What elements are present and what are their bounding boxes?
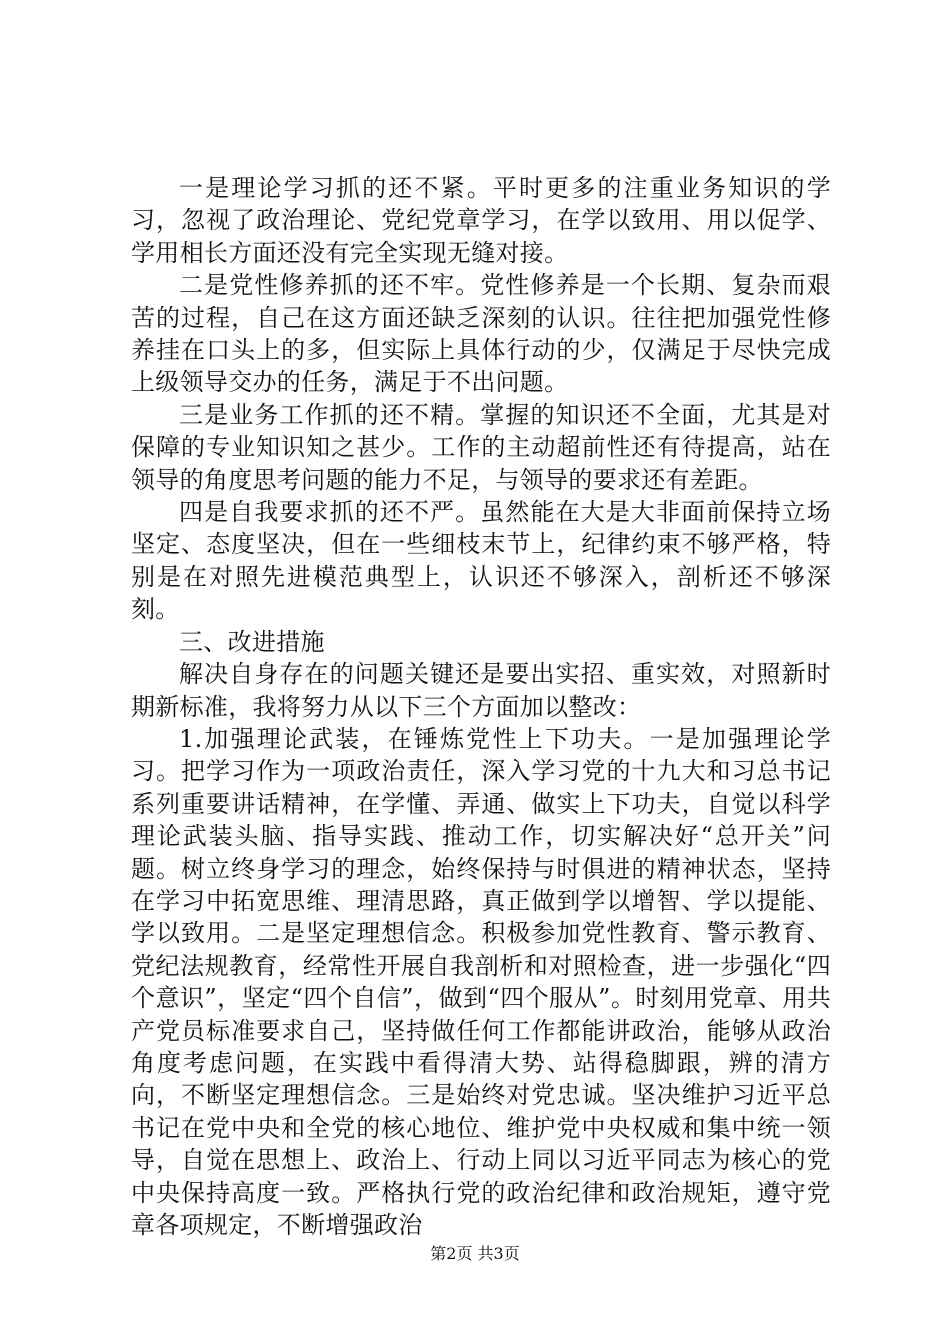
- paragraph-business-work: 三是业务工作抓的还不精。掌握的知识还不全面，尤其是对保障的专业知识知之甚少。工作的主动超前性还有待提高，站在领导的角度思考问题的能力不足，与领导的要求还有差距。: [131, 400, 831, 494]
- document-body: [131, 172, 831, 1241]
- paragraph-party-spirit: 二是党性修养抓的还不牢。党性修养是一个长期、复杂而艰苦的过程，自己在这方面还缺乏深刻的认识。往往把加强党性修养挂在口头上的多，但实际上具体行动的少，仅满足于尽快完成上级领导交办的任务，满足于不出问题。: [131, 271, 831, 397]
- paragraph-intro-measures: 解决自身存在的问题关键还是要出实招、重实效，对照新时期新标准，我将努力从以下三个方面加以整改：: [131, 660, 831, 721]
- page-number-footer: 第2页 共3页: [430, 1244, 520, 1263]
- section-heading: 三、改进措施: [179, 627, 325, 656]
- paragraph-self-requirement: 四是自我要求抓的还不严。虽然能在大是大非面前保持立场坚定、态度坚决，但在一些细枝末节上，纪律约束不够严格，特别是在对照先进模范典型上，认识还不够深入，剖析还不够深刻。: [131, 498, 831, 624]
- paragraph-theory-study: 一是理论学习抓的还不紧。平时更多的注重业务知识的学习，忽视了政治理论、党纪党章学习，在学以致用、用以促学、学用相长方面还没有完全实现无缝对接。: [131, 174, 831, 267]
- paragraph-measure-1: 1.加强理论武装，在锤炼党性上下功夫。一是加强理论学习。把学习作为一项政治责任，深入学习党的十九大和习总书记系列重要讲话精神，在学懂、弄通、做实上下功夫，自觉以科学理论武装头脑、指导实践、推动工作，切实解决好“总开关”问题。树立终身学习的理念，始终保持与时俱进的精神状态，坚持在学习中拓宽思维、理清思路，真正做到学以增智、学以提能、学以致用。二是坚定理想信念。积极参加党性教育、警示教育、党纪法规教育，经常性开展自我剖析和对照检查，进一步强化“四个意识”，坚定“四个自信”，做到“四个服从”。时刻用党章、用共产党员标准要求自己，坚持做任何工作都能讲政治，能够从政治角度考虑问题，在实践中看得清大势、站得稳脚跟，辨的清方向，不断坚定理想信念。三是始终对党忠诚。坚决维护习近平总书记在党中央和全党的核心地位、维护党中央权威和集中统一领导，自觉在思想上、政治上、行动上同以习近平同志为核心的党中央保持高度一致。严格执行党的政治纪律和政治规矩，遵守党章各项规定，不断增强政治: [131, 724, 831, 1239]
